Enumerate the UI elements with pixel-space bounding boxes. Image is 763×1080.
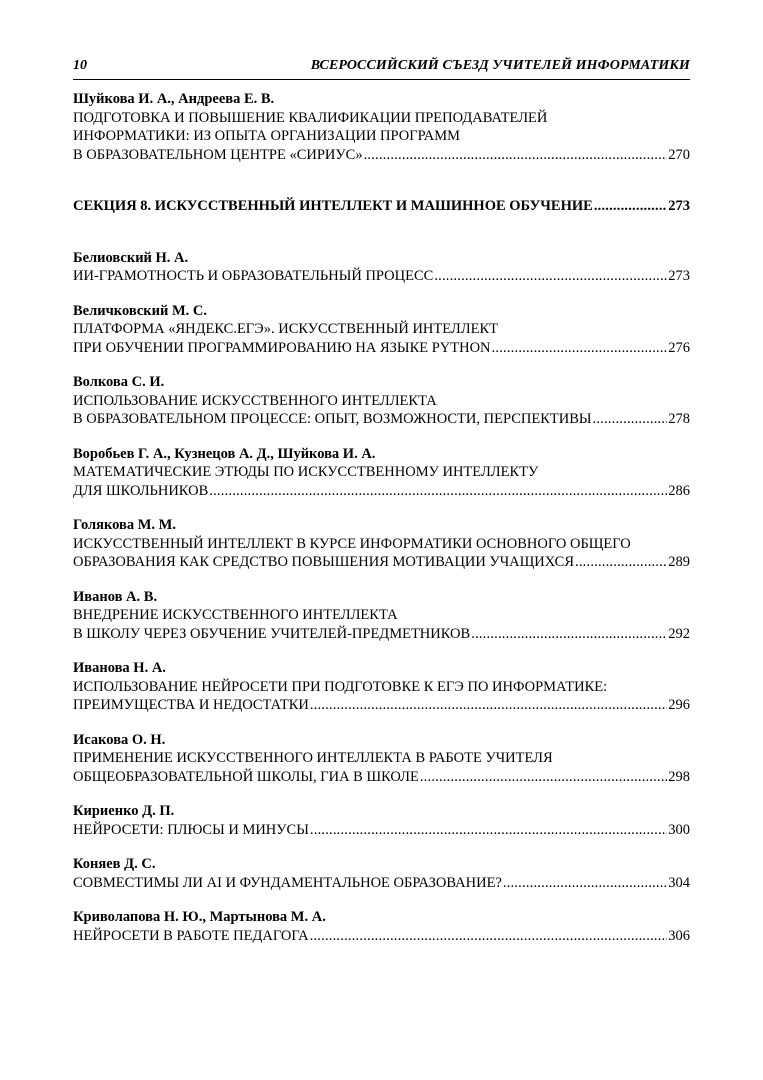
entry-title-line: ПРИ ОБУЧЕНИИ ПРОГРАММИРОВАНИЮ НА ЯЗЫКЕ PYTHON	[73, 339, 491, 356]
entry-page-number: 306	[668, 927, 690, 944]
entry-title-line: ИНФОРМАТИКИ: ИЗ ОПЫТА ОРГАНИЗАЦИИ ПРОГРАММ	[73, 128, 461, 144]
toc-entry[interactable]	[73, 249, 690, 286]
entry-authors: Иванов А. В.	[73, 588, 158, 605]
page-header	[73, 58, 690, 78]
entry-authors: Шуйкова И. А., Андреева Е. В.	[73, 91, 275, 107]
entry-page-number: 270	[668, 146, 690, 163]
dot-leader	[209, 482, 667, 501]
header-rule	[73, 79, 690, 80]
entry-authors: Коняев Д. С.	[73, 856, 156, 872]
entry-title-line: СОВМЕСТИМЫ ЛИ AI И ФУНДАМЕНТАЛЬНОЕ ОБРАЗОВАНИЕ?	[73, 874, 502, 891]
toc-entry[interactable]	[73, 659, 690, 715]
dot-leader	[471, 625, 667, 644]
dot-leader	[503, 874, 667, 893]
section-page-number: 273	[668, 198, 690, 214]
entry-title-line: В ШКОЛУ ЧЕРЕЗ ОБУЧЕНИЕ УЧИТЕЛЕЙ-ПРЕДМЕТНИКОВ	[73, 625, 471, 642]
page-number: 10	[73, 58, 87, 73]
toc-entry[interactable]	[73, 373, 690, 429]
entry-authors: Голякова М. М.	[73, 517, 176, 533]
entry-authors: Воробьев Г. А., Кузнецов А. Д., Шуйкова И. А.	[73, 445, 376, 462]
entry-title-line: НЕЙРОСЕТИ В РАБОТЕ ПЕДАГОГА	[73, 927, 309, 944]
dot-leader	[593, 410, 668, 429]
toc-entry[interactable]	[73, 908, 690, 945]
entry-title-line: В ОБРАЗОВАТЕЛЬНОМ ЦЕНТРЕ «СИРИУС»	[73, 146, 363, 163]
entry-title-line: НЕЙРОСЕТИ: ПЛЮСЫ И МИНУСЫ	[73, 821, 309, 838]
entry-page-number: 298	[668, 768, 690, 785]
dot-leader	[434, 267, 667, 286]
entry-title-line: ОБРАЗОВАНИЯ КАК СРЕДСТВО ПОВЫШЕНИЯ МОТИВАЦИИ УЧАЩИХСЯ	[73, 554, 575, 570]
entry-title-line: ИСПОЛЬЗОВАНИЕ НЕЙРОСЕТИ ПРИ ПОДГОТОВКЕ К ЕГЭ ПО ИНФОРМАТИКЕ:	[73, 678, 608, 695]
dot-leader	[575, 553, 667, 572]
section-title: СЕКЦИЯ 8. ИСКУССТВЕННЫЙ ИНТЕЛЛЕКТ И МАШИННОЕ ОБУЧЕНИЕ	[73, 198, 593, 214]
dot-leader	[594, 197, 667, 216]
toc-entry[interactable]	[73, 731, 690, 787]
entry-title-line: В ОБРАЗОВАТЕЛЬНОМ ПРОЦЕССЕ: ОПЫТ, ВОЗМОЖНОСТИ, ПЕРСПЕКТИВЫ	[73, 411, 592, 427]
entry-title-line: ИИ-ГРАМОТНОСТЬ И ОБРАЗОВАТЕЛЬНЫЙ ПРОЦЕСС	[73, 268, 434, 284]
entry-page-number: 296	[668, 697, 690, 713]
entry-authors: Иванова Н. А.	[73, 660, 166, 676]
toc-entry[interactable]	[73, 855, 690, 892]
section-heading[interactable]	[73, 197, 690, 216]
entry-title-line: ИСПОЛЬЗОВАНИЕ ИСКУССТВЕННОГО ИНТЕЛЛЕКТА	[73, 392, 437, 409]
dot-leader	[310, 821, 667, 840]
toc-entry[interactable]	[73, 802, 690, 839]
entry-title-line: ИСКУССТВЕННЫЙ ИНТЕЛЛЕКТ В КУРСЕ ИНФОРМАТИКИ ОСНОВНОГО ОБЩЕГО	[73, 535, 631, 552]
toc-entry[interactable]	[73, 588, 690, 644]
entry-page-number: 273	[668, 268, 690, 284]
entry-page-number: 286	[668, 482, 690, 499]
entry-title-line: ПРИМЕНЕНИЕ ИСКУССТВЕННОГО ИНТЕЛЛЕКТА В РАБОТЕ УЧИТЕЛЯ	[73, 750, 553, 766]
entry-title-line: ПЛАТФОРМА «ЯНДЕКС.ЕГЭ». ИСКУССТВЕННЫЙ ИНТЕЛЛЕКТ	[73, 321, 498, 337]
toc-entry[interactable]	[73, 302, 690, 358]
entry-title-line: ПОДГОТОВКА И ПОВЫШЕНИЕ КВАЛИФИКАЦИИ ПРЕПОДАВАТЕЛЕЙ	[73, 109, 548, 126]
running-title: ВСЕРОССИЙСКИЙ СЪЕЗД УЧИТЕЛЕЙ ИНФОРМАТИКИ	[310, 58, 690, 73]
entry-authors: Криволапова Н. Ю., Мартынова М. А.	[73, 909, 326, 925]
dot-leader	[310, 927, 668, 946]
entry-page-number: 289	[668, 554, 690, 570]
entry-authors: Исакова О. Н.	[73, 731, 166, 748]
entry-page-number: 292	[668, 625, 690, 642]
entry-title-line: ОБЩЕОБРАЗОВАТЕЛЬНОЙ ШКОЛЫ, ГИА В ШКОЛЕ	[73, 768, 419, 785]
entry-title-line: МАТЕМАТИЧЕСКИЕ ЭТЮДЫ ПО ИСКУССТВЕННОМУ ИНТЕЛЛЕКТУ	[73, 464, 539, 480]
entry-authors: Волкова С. И.	[73, 374, 165, 390]
entry-page-number: 300	[668, 821, 690, 838]
toc-entry[interactable]	[73, 445, 690, 501]
table-of-contents	[73, 90, 690, 945]
dot-leader	[492, 339, 668, 358]
entry-authors: Кириенко Д. П.	[73, 803, 175, 819]
entry-title-line: ПРЕИМУЩЕСТВА И НЕДОСТАТКИ	[73, 697, 309, 713]
dot-leader	[310, 696, 667, 715]
entry-title-line: ДЛЯ ШКОЛЬНИКОВ	[73, 482, 209, 499]
entry-page-number: 276	[668, 339, 690, 356]
entry-page-number: 304	[668, 874, 690, 891]
entry-authors: Белиовский Н. А.	[73, 249, 189, 266]
entry-title-line: ВНЕДРЕНИЕ ИСКУССТВЕННОГО ИНТЕЛЛЕКТА	[73, 607, 398, 623]
toc-entry[interactable]	[73, 90, 690, 164]
entry-authors: Величковский М. С.	[73, 302, 207, 319]
toc-entry[interactable]	[73, 516, 690, 572]
dot-leader	[364, 146, 668, 165]
dot-leader	[420, 768, 667, 787]
entry-page-number: 278	[668, 411, 690, 427]
